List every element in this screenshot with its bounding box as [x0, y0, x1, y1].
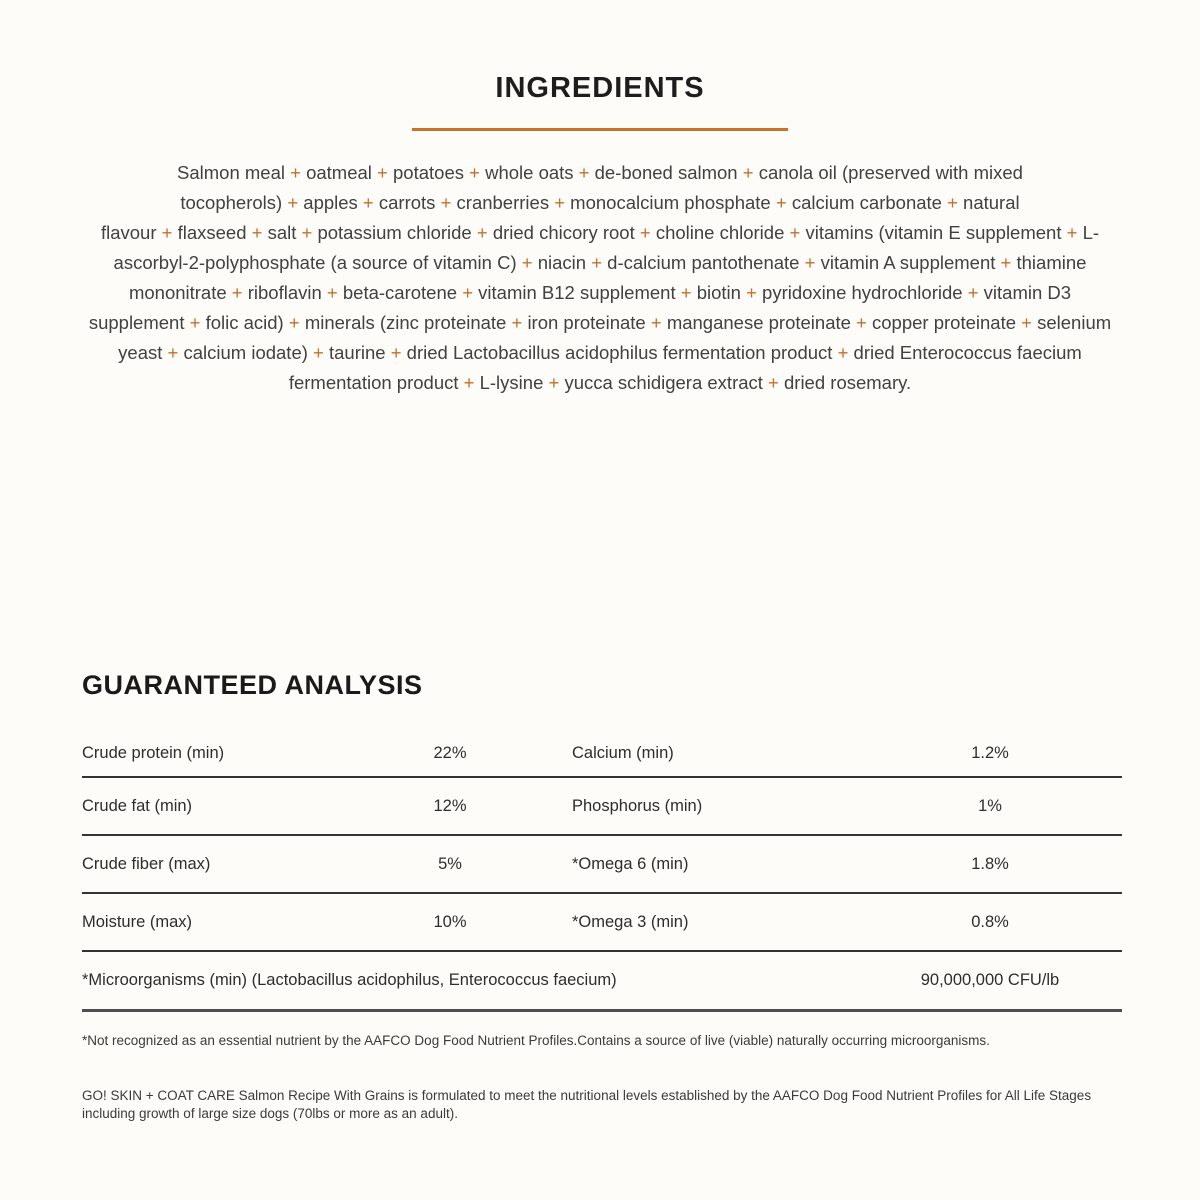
table-row	[82, 730, 1122, 778]
plus-icon: +	[371, 162, 394, 183]
nutrient-value: 5%	[438, 854, 462, 873]
nutrient-label: Crude protein (min)	[82, 743, 225, 762]
nutrient-value: 1%	[978, 796, 1002, 815]
nutrient-value: 90,000,000 CFU/lb	[920, 971, 1060, 989]
plus-icon: +	[156, 222, 178, 243]
plus-icon: +	[549, 192, 571, 213]
plus-icon: +	[246, 222, 268, 243]
nutrient-label: Calcium (min)	[572, 743, 674, 762]
plus-icon: +	[296, 222, 318, 243]
plus-icon: +	[634, 222, 656, 243]
nutrient-label: *Omega 6 (min)	[572, 854, 689, 873]
plus-icon: +	[645, 312, 667, 333]
footnote-aafco: *Not recognized as an essential nutrient by the AAFCO Dog Food Nutrient Profiles.Contains a source of live (viable) naturally occurring microorganisms.	[82, 1033, 990, 1048]
plus-icon: +	[832, 342, 854, 363]
plus-icon: +	[357, 192, 379, 213]
plus-icon: +	[516, 252, 538, 273]
nutrient-value: 1.2%	[971, 743, 1009, 762]
plus-icon: +	[675, 282, 697, 303]
plus-icon: +	[573, 162, 595, 183]
table-row	[82, 894, 1122, 952]
table-row	[82, 778, 1122, 836]
nutrient-value: 10%	[433, 912, 467, 931]
nutrient-label: Crude fiber (max)	[82, 854, 211, 873]
table-row	[82, 836, 1122, 894]
ingredients-title: INGREDIENTS	[495, 72, 705, 104]
plus-icon: +	[1016, 312, 1038, 333]
plus-icon: +	[1061, 222, 1083, 243]
plus-icon: +	[850, 312, 873, 333]
plus-icon: +	[762, 372, 784, 393]
microorganisms-row	[82, 952, 1122, 1012]
plus-icon: +	[506, 312, 528, 333]
nutrient-value: 22%	[433, 743, 467, 762]
plus-icon: +	[740, 282, 763, 303]
guaranteed-analysis-section	[82, 670, 1122, 1122]
plus-icon: +	[283, 312, 305, 333]
nutrient-value: 0.8%	[971, 912, 1009, 931]
plus-icon: +	[285, 162, 307, 183]
plus-icon: +	[435, 192, 457, 213]
nutrient-label: Crude fat (min)	[82, 796, 193, 815]
analysis-table	[82, 730, 1122, 1012]
plus-icon: +	[282, 192, 304, 213]
plus-icon: +	[799, 252, 821, 273]
plus-icon: +	[941, 192, 964, 213]
plus-icon: +	[307, 342, 329, 363]
nutrient-value: 12%	[433, 796, 467, 815]
guaranteed-analysis-title: GUARANTEED ANALYSIS	[82, 670, 423, 700]
plus-icon: +	[471, 222, 493, 243]
plus-icon: +	[464, 162, 486, 183]
plus-icon: +	[226, 282, 248, 303]
plus-icon: +	[458, 372, 480, 393]
plus-icon: +	[321, 282, 343, 303]
plus-icon: +	[162, 342, 184, 363]
plus-icon: +	[184, 312, 206, 333]
nutrient-value: 1.8%	[971, 854, 1009, 873]
plus-icon: +	[385, 342, 407, 363]
nutrient-label: Moisture (max)	[82, 912, 193, 931]
plus-icon: +	[543, 372, 565, 393]
ingredients-section	[0, 0, 1200, 398]
plus-icon: +	[737, 162, 759, 183]
ingredients-divider	[412, 128, 788, 131]
plus-icon: +	[586, 252, 608, 273]
plus-icon: +	[457, 282, 479, 303]
nutrient-label: *Omega 3 (min)	[572, 912, 689, 931]
plus-icon: +	[770, 192, 792, 213]
plus-icon: +	[784, 222, 806, 243]
plus-icon: +	[962, 282, 984, 303]
plus-icon: +	[995, 252, 1017, 273]
nutrient-label: *Microorganisms (min) (Lactobacillus acidophilus, Enterococcus faecium)	[82, 971, 617, 989]
footnote-formulation: GO! SKIN + COAT CARE Salmon Recipe With Grains is formulated to meet the nutritional levels established by the AAFCO Dog Food Nutrient Profiles for All Life Stages including growth of large size dogs (70lbs or more as an adult).	[82, 1088, 1092, 1121]
nutrient-label: Phosphorus (min)	[572, 796, 703, 815]
ingredients-text: Salmon meal + oatmeal + potatoes + whole oats + de-boned salmon + canola oil (preserved with mixed tocopherols) + apples + carrots + cranberries + monocalcium phosphate + calcium carbonate + natural flavour + flaxseed + salt + potassium chloride + dried chicory root + choline chloride + vitamins (vitamin E supplement + L-ascorbyl-2-polyphosphate (a source of vitamin C) + niacin + d-calcium pantothenate + vitamin A supplement + thiamine mononitrate + riboflavin + beta-carotene + vitamin B12 supplement + biotin + pyridoxine hydrochloride + vitamin D3 supplement + folic acid) + minerals (zinc proteinate + iron proteinate + manganese proteinate + copper proteinate + selenium yeast + calcium iodate) + taurine + dried Lactobacillus acidophilus fermentation product + dried Enterococcus faecium fermentation product + L-lysine + yucca schidigera extract + dried rosemary.	[88, 162, 1112, 393]
